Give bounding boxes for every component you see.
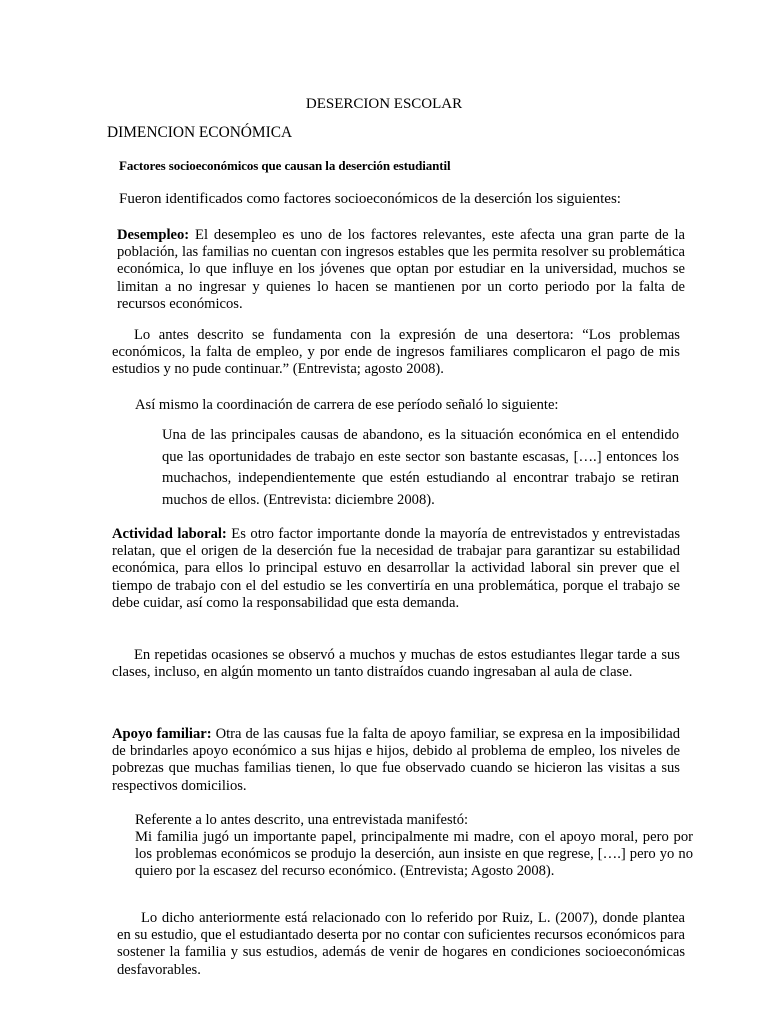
ruiz-paragraph: Lo dicho anteriormente está relacionado con lo referido por Ruiz, L. (2007), donde plantea en su estudio, que el estudiantado deserta por no contar con suficientes recursos económicos para sostener la familia y sus estudios, además de venir de hogares en condiciones socioeconómicas desfavorables.	[117, 910, 685, 978]
intro-paragraph: Fueron identificados como factores socioeconómicos de la deserción los siguientes:	[119, 191, 621, 207]
block-quote-entrevistada: Mi familia jugó un importante papel, principalmente mi madre, con el apoyo moral, pero por los problemas económicos se produjo la deserción, aun insiste en que regrese, [….] pero yo no quiero por la escasez del recurso económico. (Entrevista; Agosto 2008).	[135, 829, 693, 880]
asimismo-paragraph: Así mismo la coordinación de carrera de ese período señaló lo siguiente:	[135, 397, 559, 413]
document-title: DESERCION ESCOLAR	[305, 96, 463, 112]
actividad-label: Actividad laboral:	[112, 526, 227, 542]
referente-paragraph: Referente a lo antes descrito, una entrevistada manifestó:	[135, 812, 469, 828]
desempleo-text: El desempleo es uno de los factores relevantes, este afecta una gran parte de la población, las familias no cuentan con ingresos estables que les permita resolver su problemática económica, lo que influye en los jóvenes que optan por estudiar en la universidad, muchos se limitan a no ingresar y quienes lo hacen se mantienen por un corto periodo por la falta de recursos económicos.	[117, 227, 685, 312]
actividad-text: Es otro factor importante donde la mayoría de entrevistados y entrevistadas relatan, que el origen de la deserción fue la necesidad de trabajar para garantizar su estabilidad económica, para ellos lo principal estuvo en desarrollar la actividad laboral sin prever que el tiempo de trabajo con el del estudio se les convertiría en una problemática, porque el trabajo se debe cuidar, así como la responsabilidad que esta demanda.	[112, 526, 680, 611]
section-heading: DIMENCION ECONÓMICA	[107, 124, 293, 141]
subsection-heading: Factores socioeconómicos que causan la deserción estudiantil	[119, 158, 451, 173]
desempleo-paragraph	[117, 227, 685, 313]
block-quote-coordinacion: Una de las principales causas de abandono, es la situación económica en el entendido que las oportunidades de trabajo en este sector son bastante escasas, [….] entonces los muchachos, independientemente que estén estudiando al encontrar trabajo se retiran muchos de ellos. (Entrevista: diciembre 2008).	[162, 427, 679, 508]
desertora-paragraph: Lo antes descrito se fundamenta con la expresión de una desertora: “Los problemas económicos, la falta de empleo, y por ende de ingresos familiares complicaron el pago de mis estudios y no pude continuar.” (Entrevista; agosto 2008).	[112, 327, 680, 378]
apoyo-text: Otra de las causas fue la falta de apoyo familiar, se expresa en la imposibilidad de brindarles apoyo económico a sus hijas e hijos, debido al problema de empleo, los niveles de pobrezas que muchas familias tienen, lo que fue observado cuando se hicieron las visitas a sus respectivos domicilios.	[112, 726, 681, 794]
repetidas-paragraph: En repetidas ocasiones se observó a muchos y muchas de estos estudiantes llegar tarde a sus clases, incluso, en algún momento un tanto distraídos cuando ingresaban al aula de clase.	[112, 647, 680, 681]
actividad-paragraph	[112, 526, 680, 612]
desempleo-label: Desempleo:	[117, 227, 190, 243]
apoyo-label: Apoyo familiar:	[112, 726, 212, 742]
apoyo-paragraph	[112, 726, 680, 795]
